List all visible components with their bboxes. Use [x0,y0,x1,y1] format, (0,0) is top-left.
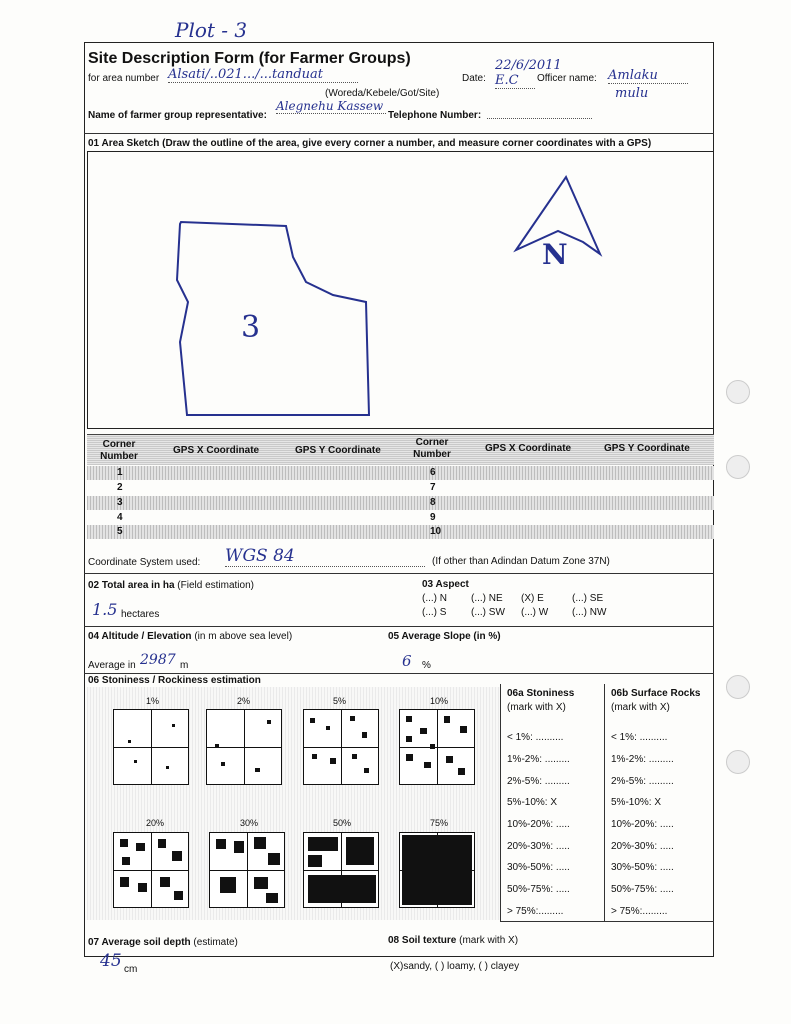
soil-depth-hint: (estimate) [193,937,238,948]
aspect-option-selected[interactable]: (X) E [521,593,544,604]
corner-number: 3 [117,497,123,508]
area-value-ha[interactable]: 1.5 [92,600,118,619]
slope-value[interactable]: 6 [402,652,412,670]
pct-label: 5% [333,696,347,706]
divider [500,921,714,922]
stoniness-a-option[interactable]: > 75%:......... [507,906,564,917]
coords-header-x: GPS X Coordinate [173,445,260,456]
stoniness-label: 06 Stoniness / Rockiness estimation [88,675,261,686]
stoniness-10pct-square [399,709,475,785]
date-label: Date: [462,73,486,84]
area-section-label: 02 Total area in ha [88,580,175,591]
soil-texture-value[interactable]: (X)sandy, ( ) loamy, ( ) clayey [390,961,520,972]
pct-label: 30% [240,818,259,828]
area-hint: (Woreda/Kebele/Got/Site) [325,88,440,99]
altitude-avg-label: Average in [88,660,136,671]
corner-number: 8 [430,497,436,508]
altitude-hint: (in m above sea level) [194,631,293,642]
aspect-label: 03 Aspect [422,579,469,590]
soil-depth-unit: cm [124,964,138,975]
plot-number: 3 [241,310,261,345]
corner-number: 10 [430,526,442,537]
sketch-label [88,138,651,149]
rocks-b-option-selected[interactable]: 5%-10%: X [611,797,662,808]
punch-hole [726,675,750,699]
stoniness-50pct-square [303,832,379,908]
stoniness-a-option[interactable]: 2%-5%: ......... [507,776,570,787]
corner-number: 4 [117,512,123,523]
officer-value-2: mulu [615,86,649,101]
rocks-b-option[interactable]: 2%-5%: ......... [611,776,674,787]
aspect-option[interactable]: (...) N [422,593,447,604]
coords-row[interactable] [87,481,714,495]
divider [604,684,605,921]
rocks-b-option[interactable]: 20%-30%: ..... [611,841,674,852]
stoniness-75pct-square [399,832,475,908]
aspect-option[interactable]: (...) S [422,607,447,618]
coord-system-hint: (If other than Adindan Datum Zone 37N) [432,556,610,567]
soil-texture-hint: (mark with X) [459,935,519,946]
stoniness-a-option[interactable]: 30%-50%: ..... [507,862,570,873]
aspect-option[interactable]: (...) NE [471,593,503,604]
pct-label: 75% [430,818,449,828]
coords-row[interactable] [87,511,714,525]
rep-value[interactable]: Alegnehu Kassew [276,99,386,114]
phone-label: Telephone Number: [388,110,482,121]
sketch-drawing [88,152,715,430]
coords-header [87,434,714,465]
phone-field[interactable] [487,108,592,119]
stoniness-col-b-title: 06b Surface Rocks [611,688,701,699]
rocks-b-option[interactable]: > 75%:......... [611,906,668,917]
altitude-section [88,631,292,642]
divider [84,626,714,627]
officer-label: Officer name: [537,73,597,84]
corner-number: 7 [430,482,436,493]
rocks-b-option[interactable]: 10%-20%: ..... [611,819,674,830]
coords-row[interactable] [87,525,714,539]
coord-system-value[interactable]: WGS 84 [225,546,425,567]
stoniness-1pct-square [113,709,189,785]
coords-header-y: GPS Y Coordinate [295,445,381,456]
stoniness-a-option[interactable]: < 1%: .......... [507,732,564,743]
corner-number: 5 [117,526,123,537]
stoniness-a-option[interactable]: 20%-30%: ..... [507,841,570,852]
slope-unit: % [422,660,431,671]
pct-label: 1% [146,696,160,706]
area-section [88,580,254,591]
stoniness-30pct-square [209,832,285,908]
top-note: Plot - 3 [175,18,248,42]
soil-texture-label: 08 Soil texture [388,935,457,946]
pct-label: 2% [237,696,251,706]
rocks-b-option[interactable]: 50%-75%: ..... [611,884,674,895]
stoniness-a-option[interactable]: 1%-2%: ......... [507,754,570,765]
stoniness-col-b-sub: (mark with X) [611,702,670,713]
pct-label: 20% [146,818,165,828]
pct-label: 10% [430,696,449,706]
coords-header-x-2: GPS X Coordinate [485,443,572,454]
stoniness-a-option-selected[interactable]: 5%-10%: X [507,797,558,808]
stoniness-20pct-square [113,832,189,908]
aspect-option[interactable]: (...) SW [471,607,505,618]
divider [84,133,714,134]
coords-row[interactable] [87,466,714,480]
rep-label: Name of farmer group representative: [88,110,267,121]
aspect-option[interactable]: (...) W [521,607,549,618]
soil-depth-section [88,937,238,948]
aspect-option[interactable]: (...) NW [572,607,607,618]
altitude-unit: m [180,660,189,671]
divider [84,573,714,574]
rocks-b-option[interactable]: 1%-2%: ......... [611,754,674,765]
pct-label: 50% [333,818,352,828]
stoniness-a-option[interactable]: 50%-75%: ..... [507,884,570,895]
area-unit: hectares [121,609,160,620]
aspect-option[interactable]: (...) SE [572,593,604,604]
coord-system-label: Coordinate System used: [88,557,201,568]
form-title: Site Description Form (for Farmer Groups) [88,50,411,67]
coords-header-y-2: GPS Y Coordinate [604,443,690,454]
soil-depth-label: 07 Average soil depth [88,937,191,948]
rocks-b-option[interactable]: 30%-50%: ..... [611,862,674,873]
altitude-value[interactable]: 2987 [140,652,176,668]
slope-label: 05 Average Slope (in %) [388,631,501,642]
date-value[interactable]: 22/6/2011 E.C [495,58,562,88]
corner-number: 9 [430,512,436,523]
corner-number: 6 [430,467,436,478]
corner-number: 2 [117,482,123,493]
punch-hole [726,455,750,479]
punch-hole [726,380,750,404]
coords-header-corner-2: Corner Number [413,437,451,460]
corner-number: 1 [117,467,123,478]
area-value[interactable]: Alsati/..021.../...tanduat [168,67,358,83]
stoniness-col-a-title: 06a Stoniness [507,688,575,699]
area-section-hint: (Field estimation) [177,580,254,591]
punch-hole [726,750,750,774]
stoniness-2pct-square [206,709,282,785]
soil-texture-section [388,935,518,946]
coords-row[interactable] [87,496,714,510]
area-label: for area number [88,73,160,84]
coords-header-corner: Corner Number [100,439,138,462]
divider [500,684,501,921]
north-arrow-label: N [542,238,568,271]
stoniness-col-a-sub: (mark with X) [507,702,566,713]
soil-depth-value[interactable]: 45 [100,951,122,971]
area-sketch[interactable] [87,151,714,429]
altitude-label: 04 Altitude / Elevation [88,631,192,642]
stoniness-5pct-square [303,709,379,785]
stoniness-a-option[interactable]: 10%-20%: ..... [507,819,570,830]
divider [84,673,714,674]
rocks-b-option[interactable]: < 1%: .......... [611,732,668,743]
sketch-label-text: 01 Area Sketch (Draw the outline of the area, give every corner a number, and measure corner coordinates with a GPS) [88,138,652,149]
officer-value[interactable]: Amlaku [608,68,688,84]
